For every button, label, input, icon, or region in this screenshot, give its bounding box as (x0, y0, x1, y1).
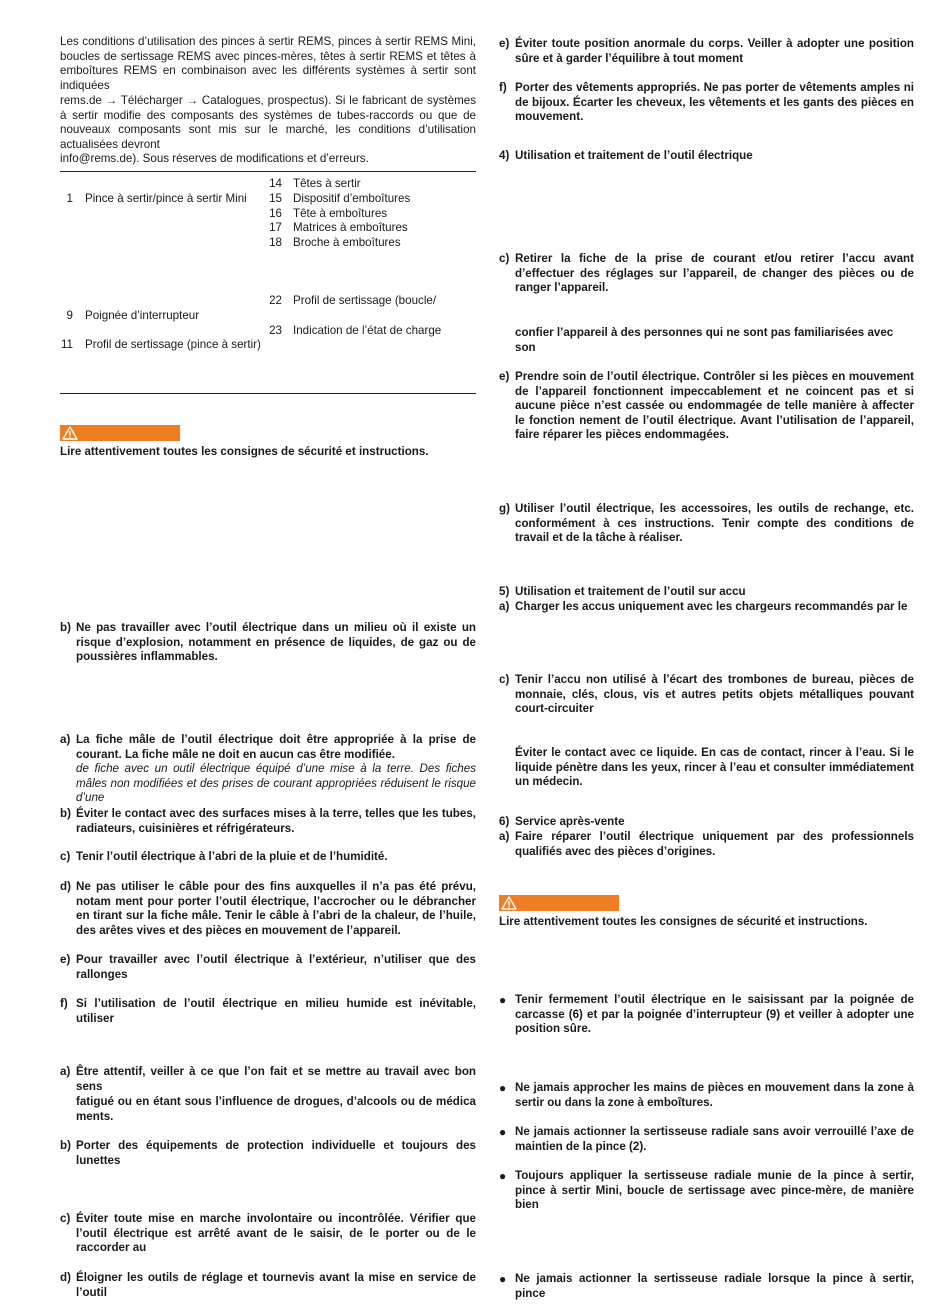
item-marker: a) (499, 600, 510, 613)
bullet-marker: ● (499, 1081, 507, 1095)
item-marker: e) (60, 953, 71, 966)
list-item (499, 1169, 914, 1213)
item-text: Éviter toute position anormale du corps. Veiller à adopter une position sûre et à garder l’équilibre à tout moment (515, 37, 914, 65)
part-number: 22 (269, 294, 282, 307)
item-text: Être attentif, veiller à ce que l’on fait et se mettre au travail avec bon sens (76, 1065, 476, 1093)
safety-item-a-plug (60, 733, 476, 806)
bullet-text: Ne jamais approcher les mains de pièces en mouvement dans la zone à sertir ou dans la zone à emboîtures. (515, 1081, 914, 1109)
item-marker: e) (499, 37, 510, 50)
part-number: 23 (269, 324, 282, 337)
section-heading-4 (499, 149, 914, 164)
bullet-marker: ● (499, 1169, 507, 1183)
safety-item-e-posture (499, 37, 914, 66)
part-number: 1 (66, 192, 73, 205)
safety-item-f-clothing (499, 81, 914, 125)
item-text: Charger les accus uniquement avec les chargeurs recommandés par le (515, 600, 908, 613)
item-continuation: confier l’appareil à des personnes qui ne sont pas familiarisées avec son (515, 326, 894, 354)
warning-bar (60, 425, 180, 441)
part-label: Têtes à sertir (293, 177, 361, 190)
bullet-marker: ● (499, 1272, 507, 1286)
item-text: Éviter toute mise en marche involontaire ou incontrôlée. Vérifier que l’outil électrique est arrêté avant de le saisir, de le porter ou de le raccorder au (76, 1212, 476, 1255)
part-label: Profil de sertissage (pince à sertir) (85, 338, 261, 351)
item-marker: c) (60, 850, 71, 863)
part-number: 14 (269, 177, 282, 190)
bullet-text: Ne jamais actionner la sertisseuse radiale lorsque la pince à sertir, pince (515, 1272, 914, 1300)
section-title: Utilisation et traitement de l’outil sur accu (515, 585, 746, 598)
section-heading-5 (499, 585, 914, 600)
safety-item-b-grounded-surfaces (60, 807, 476, 836)
item-marker: g) (499, 502, 510, 515)
bullet-text: Toujours appliquer la sertisseuse radiale munie de la pince à sertir, pince à sertir Mini, boucle de sertissage avec pince-mère, de manière bien (515, 1169, 914, 1212)
item-text: Retirer la fiche de la prise de courant et/ou retirer l’accu avant d’effectuer des réglages sur l’appareil, de changer des pièces ou de ranger l’appareil. (515, 252, 914, 295)
safety-item-e-extension (60, 953, 476, 982)
safety-item-a-repair (499, 830, 914, 859)
list-item (499, 1272, 914, 1301)
item-text: Éviter le contact avec des surfaces mises à la terre, telles que les tubes, radiateurs, cuisinières et réfrigérateurs. (76, 807, 476, 835)
item-marker: f) (499, 81, 507, 94)
item-marker: c) (499, 673, 510, 686)
part-label: Broche à emboîtures (293, 236, 401, 249)
part-label: Indication de l’état de charge (293, 324, 442, 337)
part-label: Tête à emboîtures (293, 207, 388, 220)
safety-item-c-battery-storage (499, 673, 914, 717)
list-item (499, 993, 914, 1037)
warning-text: Lire attentivement toutes les consignes de sécurité et instructions. (499, 915, 868, 928)
item-text: Tenir l’accu non utilisé à l’écart des trombones de bureau, pièces de monnaie, clés, clous, vis et autres petits objets métalliques pouvant court-circuiter (515, 673, 914, 716)
item-marker: c) (499, 252, 510, 265)
part-label: Profil de sertissage (boucle/ (293, 294, 437, 307)
part-label: Pince à sertir/pince à sertir Mini (85, 192, 247, 205)
part-number: 11 (60, 338, 73, 351)
section-heading-6 (499, 815, 914, 830)
item-marker: b) (60, 807, 71, 820)
safety-item-b-explosion (60, 621, 476, 665)
item-text: Porter des équipements de protection individuelle et toujours des lunettes (76, 1139, 476, 1167)
item-text: Prendre soin de l’outil électrique. Contrôler si les pièces en mouvement de l’appareil fonctionnent impeccablement et ne coincent pas et si aucune pièce n’est cassée ou endommagée de telle manière à affecter le fonction nement de l’outil électrique. Avant l’utilisation de l’appareil, faire réparer les pièces endommagées. (515, 370, 914, 442)
item-text: Éloigner les outils de réglage et tournevis avant la mise en service de l’outil (76, 1271, 476, 1299)
safety-item-a-attentive (60, 1065, 476, 1094)
item-text: Utiliser l’outil électrique, les accessoires, les outils de rechange, etc. conformément à ces instructions. Tenir compte des conditions de travail et de la tâche à réaliser. (515, 502, 914, 545)
safety-item-d-cable (60, 880, 476, 938)
item-text: Pour travailler avec l’outil électrique à l’extérieur, n’utiliser que des rallonges (76, 953, 476, 981)
warning-triangle-icon (62, 426, 78, 440)
divider (60, 393, 476, 394)
section-number: 6) (499, 815, 510, 828)
item-marker: b) (60, 1139, 71, 1152)
section-title: Service après-vente (515, 815, 625, 828)
bullet-text: Ne jamais actionner la sertisseuse radiale sans avoir verrouillé l’axe de maintien de la pince (2). (515, 1125, 914, 1153)
warning-bar (499, 895, 619, 911)
part-number: 16 (269, 207, 282, 220)
item-italic-note: de fiche avec un outil électrique équipé d’une mise à la terre. Des fiches mâles non modifiées et des prises de courant appropriées réduisent le risque d’une (76, 762, 476, 805)
section-number: 4) (499, 149, 510, 162)
safety-item-d-tools (60, 1271, 476, 1300)
item-marker: f) (60, 997, 68, 1010)
item-marker: b) (60, 621, 71, 634)
part-label: Poignée d’interrupteur (85, 309, 200, 322)
safety-item-c-startup (60, 1212, 476, 1256)
safety-item-c-rain (60, 850, 476, 865)
item-marker: c) (60, 1212, 71, 1225)
bullet-text: Tenir fermement l’outil électrique en le saisissant par la poignée de carcasse (6) et par la poignée d’interrupteur (9) et veiller à adopter une position sûre. (515, 993, 914, 1036)
intro-paragraph-2: rems.de → Télécharger → Catalogues, prospectus). Si le fabricant de systèmes à sertir modifie des composants des systèmes de tubes-raccords ou que de nouveaux composants sont mis sur le marché, les conditions d’utilisation actualisées devront (60, 94, 476, 151)
part-number: 17 (269, 221, 282, 234)
item-text: Ne pas travailler avec l’outil électrique dans un milieu où il existe un risque d’explosion, notamment en présence de liquides, de gaz ou de poussières inflammables. (76, 621, 476, 664)
item-marker: a) (60, 733, 71, 746)
safety-item-c-unplug (499, 252, 914, 296)
warning-triangle-icon (501, 896, 517, 910)
part-number: 15 (269, 192, 282, 205)
item-marker: a) (60, 1065, 71, 1078)
intro-paragraph-3: info@rems.de). Sous réserves de modifications et d’erreurs. (60, 152, 369, 165)
safety-item-e-maintenance (499, 370, 914, 443)
item-text: Ne pas utiliser le câble pour des fins auxquelles il n’a pas été prévu, notam ment pour porter l’outil électrique, l’accrocher ou le débrancher en tirant sur la fiche mâle. Tenir le câble à l’abri de la chaleur, de l’huile, des arêtes vives et des pièces en mouvement de l’appareil. (76, 880, 476, 937)
safety-item-b-protection (60, 1139, 476, 1168)
safety-item-f-humid (60, 997, 476, 1026)
item-marker: d) (60, 880, 71, 893)
intro-paragraph-1: Les conditions d’utilisation des pinces à sertir REMS, pinces à sertir REMS Mini, boucles de sertissage REMS avec pinces-mères, têtes à sertir REMS et têtes à emboîtures REMS en combinaison avec les différents systèmes à sertir sont indiquées (60, 35, 476, 92)
bullet-marker: ● (499, 993, 507, 1007)
list-item (499, 1125, 914, 1154)
part-label: Matrices à emboîtures (293, 221, 408, 234)
item-text: Si l’utilisation de l’outil électrique en milieu humide est inévitable, utiliser (76, 997, 476, 1025)
section-title: Utilisation et traitement de l’outil électrique (515, 149, 753, 162)
bullet-marker: ● (499, 1125, 507, 1139)
part-number: 9 (66, 309, 73, 322)
item-marker: a) (499, 830, 510, 843)
part-label: Dispositif d’emboîtures (293, 192, 411, 205)
item-text: Porter des vêtements appropriés. Ne pas porter de vêtements amples ni de bijoux. Écarter les cheveux, les vêtements et les gants des pièces en mouvement. (515, 81, 914, 124)
warning-text: Lire attentivement toutes les consignes de sécurité et instructions. (60, 445, 429, 458)
item-continuation: fatigué ou en étant sous l’influence de drogues, d’alcools ou de médica ments. (76, 1095, 476, 1123)
section-number: 5) (499, 585, 510, 598)
item-text: Faire réparer l’outil électrique uniquement par des professionnels qualifiés avec des pièces d’origines. (515, 830, 914, 858)
item-continuation: Éviter le contact avec ce liquide. En cas de contact, rincer à l’eau. Si le liquide pénètre dans les yeux, rincer à l’eau et consulter immédiatement un médecin. (515, 746, 914, 789)
item-marker: e) (499, 370, 510, 383)
item-text: La fiche mâle de l’outil électrique doit être appropriée à la prise de courant. La fiche mâle ne doit en aucun cas être modifiée. (76, 733, 476, 761)
list-item (499, 1081, 914, 1110)
item-text: Tenir l’outil électrique à l’abri de la pluie et de l’humidité. (76, 850, 388, 863)
part-number: 18 (269, 236, 282, 249)
safety-item-g-accessories (499, 502, 914, 546)
item-marker: d) (60, 1271, 71, 1284)
safety-item-a-charging (499, 600, 914, 615)
divider (60, 171, 476, 172)
